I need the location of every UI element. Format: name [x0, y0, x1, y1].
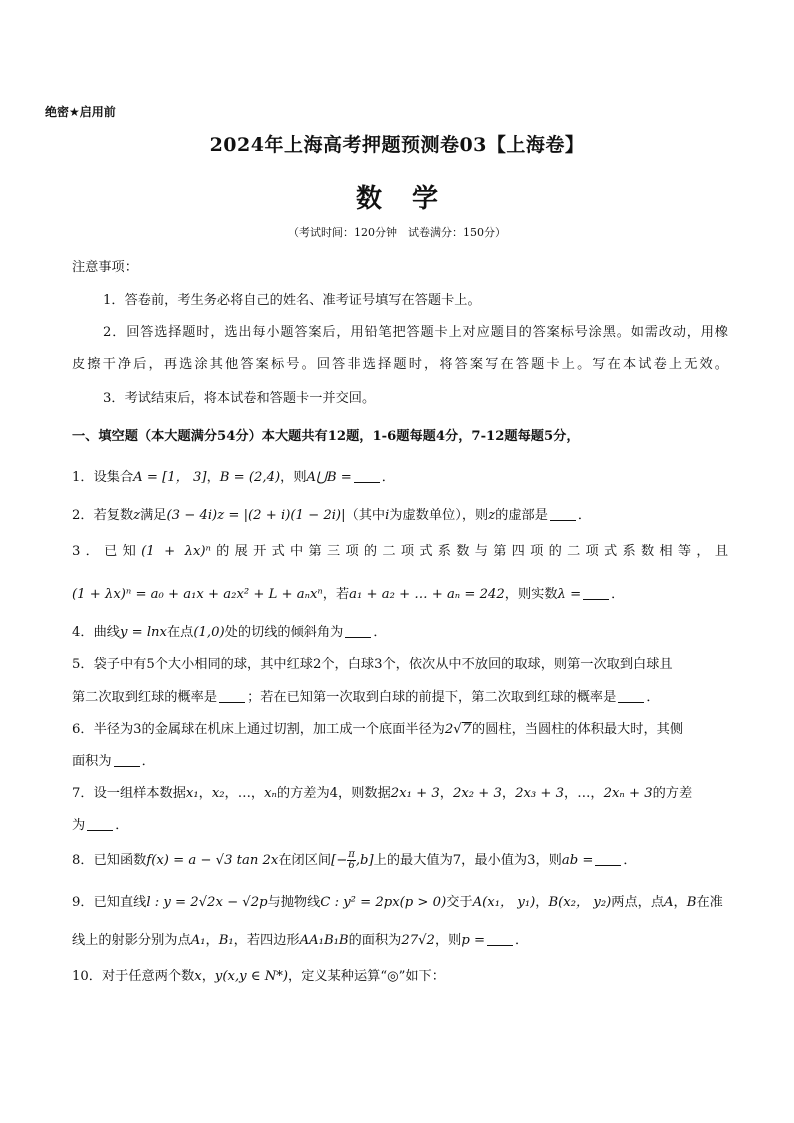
- answer-blank: [114, 753, 140, 767]
- question-3-line-1: 3．已知(1 + λx)ⁿ的展开式中第三项的二项式系数与第四项的二项式系数相等，且: [72, 544, 729, 559]
- question-8: 8．已知函数f(x) = a − √3 tan 2x在闭区间[− $\frac{\pi}{6}$ ,b]上的最大值为7，最小值为3，则ab = ．: [72, 849, 637, 871]
- question-6-line-1: 6．半径为3的金属球在机床上通过切割，加工成一个底面半径为2√7的圆柱，当圆柱的体积最大时，其侧: [72, 722, 684, 737]
- page-title: 2024年上海高考押题预测卷03【上海卷】: [209, 134, 585, 156]
- question-9-line-1: 9．已知直线l : y = 2√2x − √2p与抛物线C : y² = 2px(p > 0)交于A(x₁， y₁)，B(x₂， y₂)两点，点A，B在准: [72, 895, 723, 910]
- section-heading: 一、填空题（本大题满分54分）本大题共有12题，1-6题每题4分，7-12题每题5分，: [72, 429, 580, 444]
- question-7-line-1: 7．设一组样本数据x₁，x₂，…，xₙ的方差为4，则数据2x₁ + 3，2x₂ + 3，2x₃ + 3，…，2xₙ + 3的方差: [72, 786, 693, 801]
- note-item-2: 2．回答选择题时，选出每小题答案后，用铅笔把答题卡上对应题目的答案标号涂黑。如需改动，用橡: [103, 325, 728, 340]
- question-6-line-2: 面积为 ．: [72, 754, 155, 769]
- answer-blank: [345, 624, 371, 638]
- answer-blank: [354, 469, 380, 483]
- question-10: 10．对于任意两个数x，y(x,y ∈ N*)，定义某种运算“◎”如下：: [72, 969, 445, 984]
- note-item-2-cont: 皮擦干净后，再选涂其他答案标号。回答非选择题时，将答案写在答题卡上。写在本试卷上无效。: [72, 357, 728, 372]
- question-7-line-2: 为 ．: [72, 818, 129, 833]
- answer-blank: [583, 586, 609, 600]
- answer-blank: [219, 689, 245, 703]
- fraction-pi-over-6: $\frac{\pi}{6}$: [348, 849, 355, 871]
- question-5-line-1: 5．袋子中有5个大小相同的球，其中红球2个，白球3个，依次从中不放回的取球，则第一次取到白球且: [72, 657, 673, 672]
- note-item-1: 1．答卷前，考生务必将自己的姓名、准考证号填写在答题卡上。: [103, 293, 481, 308]
- answer-blank: [595, 852, 621, 866]
- answer-blank: [550, 507, 576, 521]
- exam-time-info: （考试时间：120分钟 试卷满分：150分）: [288, 226, 506, 239]
- question-2: 2．若复数z满足(3 − 4i)z = |(2 + i)(1 − 2i)|（其中i为虚数单位），则z的虚部是 ．: [72, 508, 592, 523]
- answer-blank: [487, 932, 513, 946]
- question-9-line-2: 线上的射影分别为点A₁，B₁，若四边形AA₁B₁B的面积为27√2，则p = ．: [72, 933, 529, 948]
- question-4: 4．曲线y = lnx在点(1,0)处的切线的倾斜角为 ．: [72, 625, 387, 640]
- secret-label: 绝密★启用前: [45, 105, 116, 119]
- answer-blank: [87, 817, 113, 831]
- question-3-line-2: (1 + λx)ⁿ = a₀ + a₁x + a₂x² + L + aₙxⁿ，若a₁ + a₂ + … + aₙ = 242，则实数λ = ．: [72, 587, 625, 602]
- question-5-line-2: 第二次取到红球的概率是 ；若在已知第一次取到白球的前提下，第二次取到红球的概率是 ．: [72, 690, 660, 705]
- question-1: 1．设集合A = [1， 3]，B = (2,4)，则A⋃B = ．: [72, 470, 395, 485]
- answer-blank: [618, 689, 644, 703]
- notes-heading: 注意事项：: [72, 260, 138, 275]
- note-item-3: 3．考试结束后，将本试卷和答题卡一并交回。: [103, 391, 376, 406]
- subject-title: 数学: [355, 184, 468, 214]
